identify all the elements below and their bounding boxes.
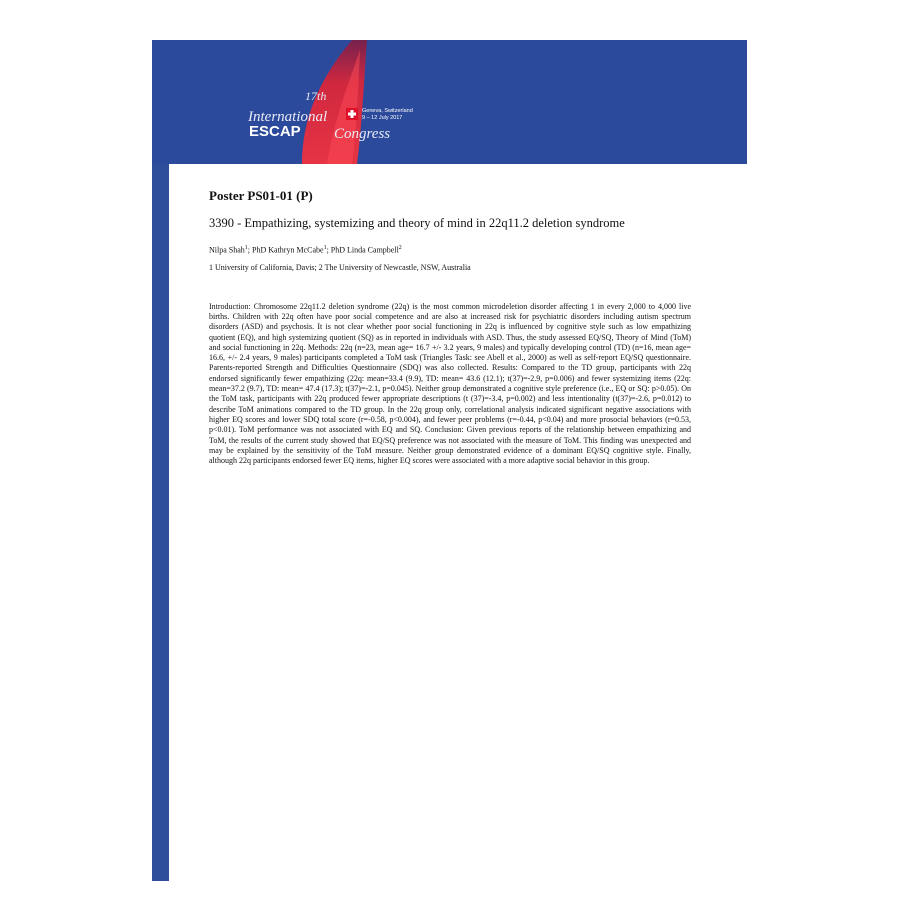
congress-text: Congress xyxy=(334,126,391,142)
poster-title: 3390 - Empathizing, systemizing and theory of mind in 22q11.2 deletion syndrome xyxy=(209,216,625,230)
author-name: PhD Kathryn McCabe xyxy=(252,245,324,255)
affiliations: 1 University of California, Davis; 2 The University of Newcastle, NSW, Australia xyxy=(209,262,471,272)
escap-text: ESCAP xyxy=(249,123,301,140)
poster-content xyxy=(209,188,691,466)
author-sup: 2 xyxy=(398,245,402,251)
author-sup: 1 xyxy=(244,245,248,251)
left-accent-bar xyxy=(152,40,169,881)
author-list: Nilpa Shah$^1$; PhD Kathryn McCabe$^1$; PhD Linda Campbell$^2$ xyxy=(209,245,402,255)
congress-banner xyxy=(152,40,747,164)
abstract-text: Introduction: Chromosome 22q11.2 deletion syndrome (22q) is the most common microdeletion disorder affecting 1 in every 2,000 to 4,000 live births. Children with 22q often have poor social competence and are also at increased risk for psychiatric disorders including autism spectrum disorders (ASD) and psychosis. It is not clear whether poor social functioning in 22q is influenced by cognitive style such as low empathizing quotient (EQ), and high systemizing quotient (SQ) as in reported in individuals with ASD. Thus, the study assessed EQ/SQ, Theory of Mind (ToM) and social functioning in 22q. Methods: 22q (n=23, mean age= 16.7 +/- 3.2 years, 9 males) and typically developing control (TD) (n=16, mean age= 16.6, +/- 2.4 years, 9 males) participants completed a ToM task (Triangles Task: see Abell et al., 2000) as well as self-report EQ/SQ questionnaire. Parents-reported Strength and Difficulties Questionnaire (SDQ) was also collected. Results: Compared to the TD group, participants with 22q endorsed significantly fewer empathizing (22q: mean=33.4 (9.9), TD: mean= 43.6 (12.1); t(37)=-2.9, p=0.006) and fewer systemizing items (22q: mean=37.2 (9.7), TD: mean= 47.4 (17.3); t(37)=-2.1, p=0.045). Neither group demonstrated a cognitive style preference (i.e., EQ or SQ: p>0.05). On the ToM task, participants with 22q produced fewer appropriate descriptions (t (37)=-3.4, p=0.002) and less intentionality (t(37)=-2.6, p=0.012) to describe ToM animations compared to the TD group. In the 22q group only, correlational analysis indicated significant negative associations with higher EQ scores and lower SDQ total score (r=-0.58, p<0.004), and fewer peer problems (r=-0.44, p<0.04) and more prosocial behaviors (r=0.53, p<0.01). ToM performance was not associated with EQ and SQ. Conclusion: Given previous reports of the relationship between empathizing and ToM, the results of the current study showed that EQ/SQ preference was not associated with the measure of ToM. This finding was unexpected and may be explained by the sensitivity of the ToM measure. Neither group demonstrated evidence of a dominant EQ/SQ cognitive style. Finally, although 22q participants endorsed fewer EQ items, higher EQ scores were associated with a more adaptive social behavior in this group. xyxy=(209,301,691,466)
international-text: International xyxy=(248,109,328,125)
dates-text: 9 – 12 July 2017 xyxy=(362,115,403,121)
location-text: Geneva, Switzerland xyxy=(362,108,413,114)
author-sup: 1 xyxy=(323,245,327,251)
author-name: PhD Linda Campbell xyxy=(330,245,399,255)
escap-logo xyxy=(152,40,747,164)
poster-id: Poster PS01-01 (P) xyxy=(209,188,313,203)
author-name: Nilpa Shah xyxy=(209,245,245,255)
swiss-cross-icon xyxy=(346,108,358,120)
edition-text: 17th xyxy=(305,89,327,103)
poster-page xyxy=(152,40,747,881)
